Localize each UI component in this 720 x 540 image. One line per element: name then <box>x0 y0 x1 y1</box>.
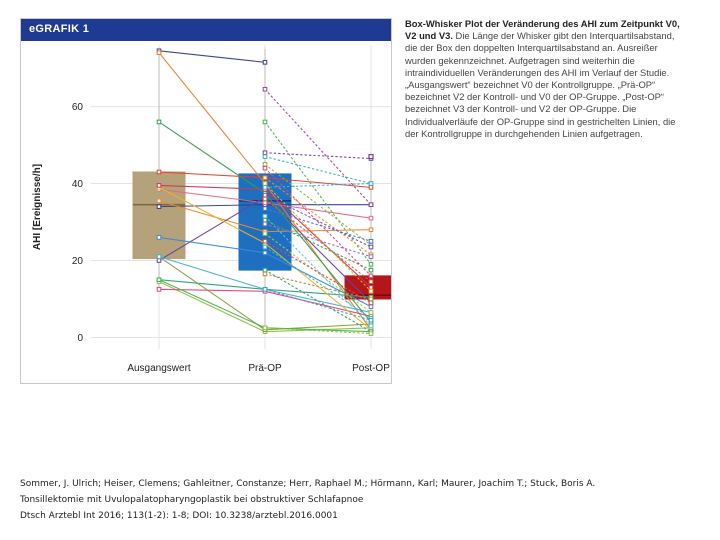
control-point <box>369 186 373 190</box>
control-point <box>157 205 161 209</box>
axis-layer <box>72 102 390 374</box>
figure-caption <box>405 18 687 140</box>
figure-panel <box>20 18 392 384</box>
op-line <box>265 216 371 326</box>
citation <box>20 476 595 524</box>
op-point <box>369 324 373 328</box>
op-line <box>265 153 371 159</box>
control-point <box>157 120 161 124</box>
control-point <box>157 259 161 263</box>
op-point <box>369 255 373 259</box>
op-point <box>263 288 267 292</box>
control-point <box>263 251 267 255</box>
control-point <box>157 170 161 174</box>
op-point <box>369 239 373 243</box>
citation-title: Tonsillektomie mit Uvulopalatopharyngoplastik bei obstruktiver Schlafapnoe <box>20 495 364 505</box>
op-point <box>263 186 267 190</box>
op-point <box>263 326 267 330</box>
control-point <box>369 228 373 232</box>
op-point <box>263 193 267 197</box>
op-point <box>263 87 267 91</box>
outlier-point <box>369 155 373 159</box>
control-point <box>369 216 373 220</box>
op-point <box>263 197 267 201</box>
x-tick-label: Post-OP <box>352 363 390 374</box>
citation-authors: Sommer, J. Ulrich; Heiser, Clemens; Gahleitner, Constanze; Herr, Raphael M.; Hörmann, Karl; Maurer, Joachim T.; Stuck, Boris A. <box>20 479 596 489</box>
op-point <box>369 332 373 336</box>
caption-body: Die Länge der Whisker gibt den Interquartilsabstand, die der Box den doppelten Interquartilsabstand an. Ausreißer wurden gekennzeichnet. Aufgetragen sind weiterhin die intraindividuellen Veränderungen des AHI im Verlauf der Studie. „Ausgangswert“ bezeichnet V0 der Kontrollgruppe. „Prä-OP“ bezeichnet V2 der Kontroll- und V0 der OP-Gruppe. „Post-OP“ bezeichnet V3 der Kontroll- und V2 der OP-Gruppe. Die Individualverläufe der OP-Gruppe sind in gestrichelten Linien, die der Kontrollgruppe in durchgehenden Linien aufgetragen. <box>405 30 676 139</box>
op-point <box>263 182 267 186</box>
op-point <box>263 155 267 159</box>
control-point <box>369 286 373 290</box>
op-point <box>263 151 267 155</box>
op-point <box>263 162 267 166</box>
citation-source: Dtsch Arztebl Int 2016; 113(1-2): 1-8; DOI: 10.3238/arztebl.2016.0001 <box>20 511 338 521</box>
control-point <box>157 184 161 188</box>
control-line <box>159 51 265 63</box>
y-axis-title: AHI [Ereignisse/h] <box>32 163 43 251</box>
op-point <box>369 274 373 278</box>
op-point <box>263 214 267 218</box>
op-point <box>263 120 267 124</box>
op-point <box>369 268 373 272</box>
control-point <box>157 51 161 55</box>
op-point <box>263 239 267 243</box>
op-point <box>369 318 373 322</box>
figure-header <box>21 19 391 41</box>
op-point <box>263 207 267 211</box>
control-point <box>157 236 161 240</box>
box-whisker-chart <box>21 41 391 383</box>
op-point <box>263 232 267 236</box>
y-tick-label: 20 <box>71 255 83 267</box>
op-point <box>263 272 267 276</box>
op-point <box>369 280 373 284</box>
op-point <box>263 218 267 222</box>
op-point <box>369 289 373 293</box>
control-point <box>157 288 161 292</box>
figure-label: eGRAFIK 1 <box>29 23 90 35</box>
x-tick-label: Ausgangswert <box>127 363 191 374</box>
y-tick-label: 40 <box>71 179 83 191</box>
y-tick-label: 60 <box>71 102 83 114</box>
control-point <box>263 201 267 205</box>
op-point <box>263 222 267 226</box>
caption-title: Box-Whisker Plot der Veränderung des AHI zum Zeitpunkt V0, V2 und V3. <box>405 18 680 42</box>
y-tick-label: 0 <box>77 332 83 344</box>
op-point <box>369 297 373 301</box>
op-point <box>263 268 267 272</box>
control-point <box>157 199 161 203</box>
op-point <box>369 245 373 249</box>
control-point <box>263 61 267 65</box>
control-point <box>157 278 161 282</box>
op-point <box>369 182 373 186</box>
op-point <box>263 166 267 170</box>
op-point <box>369 311 373 315</box>
x-tick-label: Prä-OP <box>248 363 282 374</box>
op-point <box>369 301 373 305</box>
op-point <box>369 263 373 267</box>
op-point <box>263 176 267 180</box>
op-point <box>263 245 267 249</box>
control-point <box>369 305 373 309</box>
control-point <box>157 255 161 259</box>
op-point <box>369 203 373 207</box>
